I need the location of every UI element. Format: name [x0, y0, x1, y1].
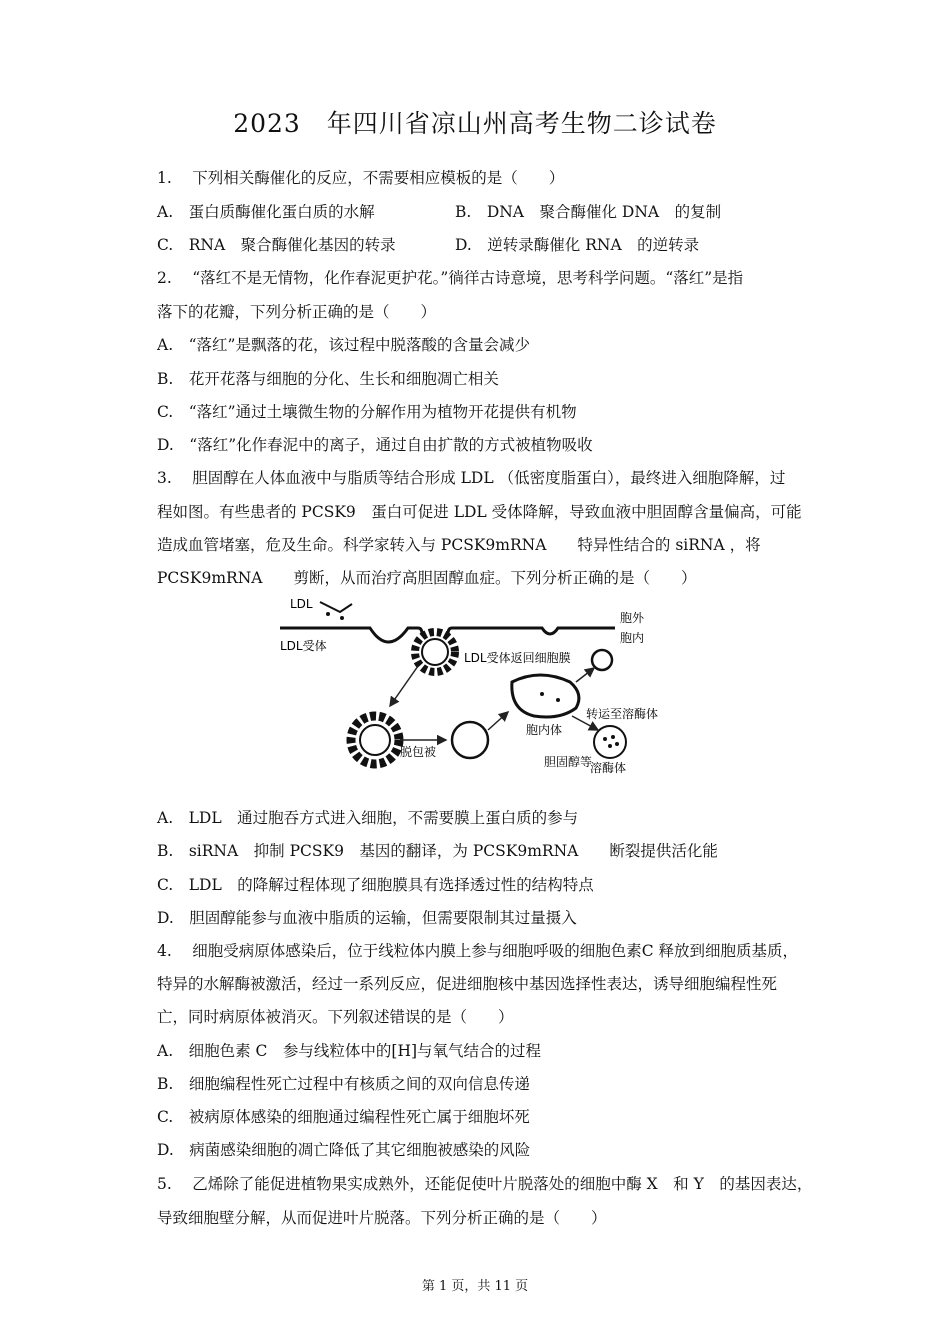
page-title: 2023 年四川省凉山州高考生物二诊试卷: [233, 109, 717, 138]
label-transport: 转运至溶酶体: [586, 707, 659, 721]
q2-stem-line1: 2. “落红不是无情物，化作春泥更护花。”徜徉古诗意境，思考科学问题。“落红”是指: [157, 269, 744, 287]
q2-option-c: C. “落红”通过土壤微生物的分解作用为植物开花提供有机物: [157, 403, 577, 421]
q2-option-d: D. “落红”化作春泥中的离子，通过自由扩散的方式被植物吸收: [157, 436, 593, 454]
q3-stem-line3: 造成血管堵塞，危及生命。科学家转入与 PCSK9mRNA 特异性结合的 siRNA ，将: [157, 536, 761, 554]
uncoated-vesicle: [452, 722, 488, 758]
q1-option-a: A. 蛋白质酶催化蛋白质的水解: [157, 203, 375, 221]
q4-option-a: A. 细胞色素 C 参与线粒体中的[H]与氧气结合的过程: [157, 1042, 542, 1060]
q4-option-c: C. 被病原体感染的细胞通过编程性死亡属于细胞坏死: [157, 1108, 530, 1126]
endosome: [512, 675, 579, 717]
label-cholesterol: 胆固醇等: [544, 755, 593, 769]
label-lysosome: 溶酶体: [590, 761, 627, 775]
label-uncoat: 脱包被: [400, 745, 437, 759]
ldl-particle: [320, 602, 352, 612]
label-endosome: 胞内体: [526, 723, 563, 737]
label-outside: 胞外: [620, 611, 645, 625]
q3-option-b: B. siRNA 抑制 PCSK9 基因的翻译，为 PCSK9mRNA 断裂提供活化能: [157, 842, 718, 860]
q3-option-a: A. LDL 通过胞吞方式进入细胞，不需要膜上蛋白质的参与: [157, 809, 579, 827]
q4-stem-line1: 4. 细胞受病原体感染后，位于线粒体内膜上参与细胞呼吸的细胞色素C 释放到细胞质基质，: [157, 942, 799, 960]
q1-option-c: C. RNA 聚合酶催化基因的转录: [157, 236, 396, 254]
recycling-vesicle: [592, 650, 612, 670]
ldl-endocytosis-diagram: [280, 594, 670, 780]
q1-option-b: B. DNA 聚合酶催化 DNA 的复制: [455, 203, 722, 221]
q4-stem-line2: 特异的水解酶被激活，经过一系列反应，促进细胞核中基因选择性表达，诱导细胞编程性死: [157, 975, 778, 993]
q2-option-a: A. “落红”是飘落的花，该过程中脱落酸的含量会减少: [157, 336, 530, 354]
label-receptor-return: LDL受体返回细胞膜: [464, 651, 571, 665]
q3-option-d: D. 胆固醇能参与血液中脂质的运输，但需要限制其过量摄入: [157, 909, 577, 927]
q3-stem-line1: 3. 胆固醇在人体血液中与脂质等结合形成 LDL （低密度脂蛋白），最终进入细胞降解，过: [157, 469, 786, 487]
q4-option-d: D. 病菌感染细胞的凋亡降低了其它细胞被感染的风险: [157, 1141, 531, 1159]
q5-stem-line1: 5. 乙烯除了能促进植物果实成熟外，还能促使叶片脱落处的细胞中酶 X 和 Y 的基因表达，: [157, 1175, 813, 1193]
q4-stem-line3: 亡，同时病原体被消灭。下列叙述错误的是（ ）: [157, 1008, 514, 1026]
q1-option-d: D. 逆转录酶催化 RNA 的逆转录: [455, 236, 700, 254]
q2-stem-line2: 落下的花瓣，下列分析正确的是（ ）: [157, 303, 437, 321]
page-footer: 第 1 页，共 11 页: [421, 1279, 529, 1294]
q5-stem-line2: 导致细胞壁分解，从而促进叶片脱落。下列分析正确的是（ ）: [157, 1209, 607, 1227]
q1-stem: 1. 下列相关酶催化的反应，不需要相应模板的是（ ）: [157, 169, 565, 187]
label-ldl-receptor: LDL受体: [280, 639, 327, 653]
q3-stem-line4: PCSK9mRNA 剪断，从而治疗高胆固醇血症。下列分析正确的是（ ）: [157, 569, 697, 587]
q3-option-c: C. LDL 的降解过程体现了细胞膜具有选择透过性的结构特点: [157, 876, 594, 894]
q2-option-b: B. 花开花落与细胞的分化、生长和细胞凋亡相关: [157, 370, 499, 388]
lysosome: [594, 726, 626, 758]
q4-option-b: B. 细胞编程性死亡过程中有核质之间的双向信息传递: [157, 1075, 530, 1093]
label-inside: 胞内: [620, 631, 645, 645]
q3-stem-line2: 程如图。有些患者的 PCSK9 蛋白可促进 LDL 受体降解，导致血液中胆固醇含量偏高，可能: [157, 503, 802, 521]
label-ldl: LDL: [290, 597, 313, 611]
